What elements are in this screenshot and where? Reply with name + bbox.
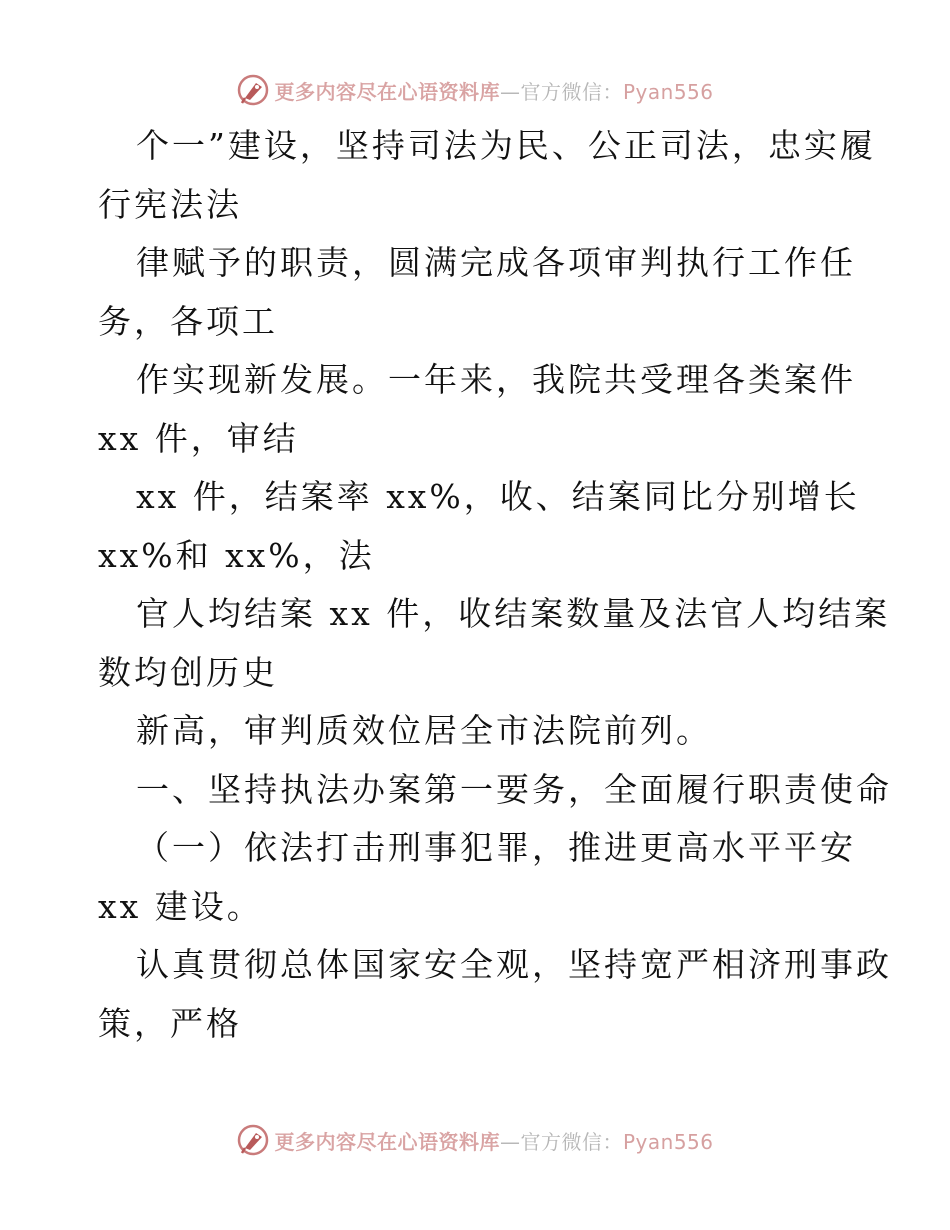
body-line: xx 件，审结 (98, 418, 299, 458)
body-line: 数均创历史 (98, 652, 278, 692)
body-line: 行宪法法 (98, 184, 242, 224)
banner-dash: — (499, 79, 521, 104)
body-line: 律赋予的职责，圆满完成各项审判执行工作任 (136, 243, 856, 282)
body-line: xx 件，结案率 xx%，收、结案同比分别增长 (136, 477, 860, 516)
body-line: 官人均结案 xx 件，收结案数量及法官人均结案 (136, 594, 891, 633)
body-line: 新高，审判质效位居全市法院前列。 (136, 711, 712, 750)
header-watermark-banner (0, 70, 950, 110)
banner-brand-text: 更多内容尽在心语资料库 (274, 79, 500, 104)
body-line: 策，严格 (98, 1003, 242, 1043)
body-line: xx 建设。 (98, 886, 263, 926)
footer-watermark-banner (0, 1120, 950, 1160)
document-body (98, 117, 892, 1053)
banner-wechat-label: 官方微信： (520, 79, 623, 104)
banner-dash: — (499, 1129, 521, 1154)
banner-wechat-id: Pyan556 (622, 1129, 714, 1154)
pen-nib-logo-icon (236, 73, 270, 107)
pen-nib-logo-icon (236, 1123, 270, 1157)
body-line: xx%和 xx%，法 (98, 535, 375, 575)
banner-wechat-id: Pyan556 (622, 79, 714, 104)
subsection-heading: （一）依法打击刑事犯罪，推进更高水平平安 (136, 828, 856, 867)
body-line: 务，各项工 (98, 301, 278, 341)
banner-brand-text: 更多内容尽在心语资料库 (274, 1129, 500, 1154)
section-heading: 一、坚持执法办案第一要务，全面履行职责使命 (136, 769, 892, 809)
body-line: 个一”建设，坚持司法为民、公正司法，忠实履 (136, 126, 876, 165)
body-line: 作实现新发展。一年来，我院共受理各类案件 (136, 360, 856, 399)
body-line: 认真贯彻总体国家安全观，坚持宽严相济刑事政 (136, 945, 892, 984)
banner-wechat-label: 官方微信： (520, 1129, 623, 1154)
